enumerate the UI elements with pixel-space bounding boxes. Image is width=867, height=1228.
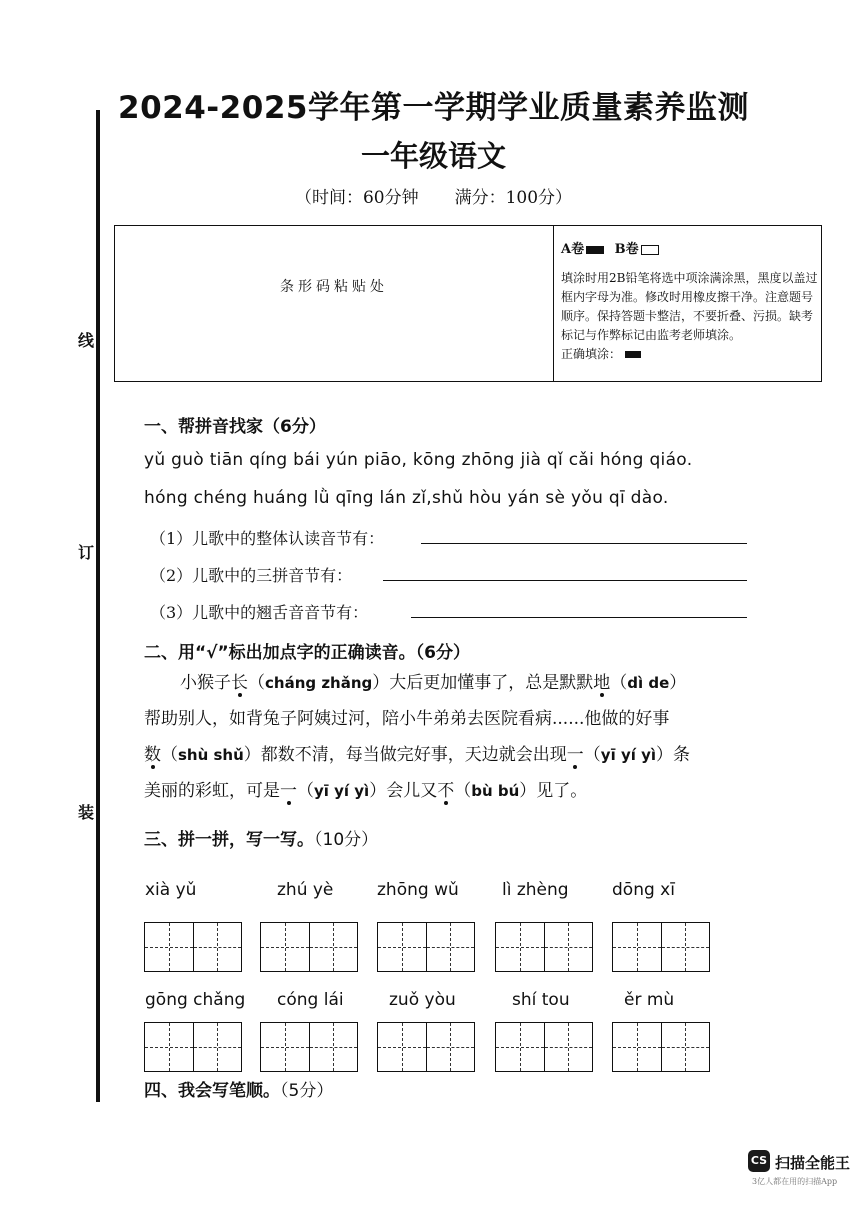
binding-mark-ding: 订 — [78, 543, 95, 562]
binding-mark-zhuang: 装 — [78, 803, 95, 822]
section1-q2 — [150, 563, 352, 586]
paren: （ — [610, 673, 628, 693]
pinyin-label: dōng xī — [612, 880, 675, 900]
pinyin-options[interactable]: shù shǔ — [178, 746, 244, 764]
section1-pinyin-line1: yǔ guò tiān qíng bái yún piāo, kōng zhōng jià qǐ cǎi hóng qiáo. — [144, 450, 693, 470]
score-text: 满分：100分） — [454, 188, 573, 208]
writing-grid[interactable] — [260, 922, 358, 972]
pinyin-label: ěr mù — [624, 990, 675, 1010]
paren: （ — [248, 673, 265, 693]
section1-pinyin-line2: hóng chéng huáng lǜ qīng lán zǐ,shǔ hòu yán sè yǒu qī dào. — [144, 488, 669, 508]
passage-text: ）见了。 — [519, 781, 588, 801]
paren: （ — [297, 781, 314, 801]
a-paper-filled-box[interactable] — [586, 246, 604, 254]
dotted-char-yi: 一 — [566, 745, 584, 765]
section3-points: （10分） — [314, 830, 379, 850]
passage-line1 — [144, 665, 784, 701]
binding-mark-xian: 线 — [78, 331, 95, 350]
section1-q3 — [150, 600, 368, 623]
pinyin-label: gōng chǎng — [145, 990, 246, 1010]
q2-text: （2）儿歌中的三拼音节有： — [150, 566, 353, 585]
correct-fill-label: 正确填涂： — [561, 347, 622, 361]
passage-text: ）条 — [656, 745, 690, 765]
q1-text: （1）儿歌中的整体认读音节有： — [150, 529, 385, 548]
writing-grid[interactable] — [495, 1022, 593, 1072]
paren: （ — [583, 745, 601, 765]
pinyin-label: zhú yè — [277, 880, 334, 900]
dotted-char-zhang: 长 — [231, 673, 248, 693]
writing-grid[interactable] — [377, 1022, 475, 1072]
time-text: （时间：60分钟 — [294, 188, 419, 208]
pinyin-label: xià yǔ — [145, 880, 197, 900]
pinyin-label: shí tou — [512, 990, 570, 1010]
paren: ） — [669, 673, 687, 693]
passage-text: 美丽的彩虹，可是 — [144, 781, 280, 801]
writing-grid[interactable] — [612, 922, 710, 972]
pinyin-options[interactable]: yī yí yì — [600, 746, 656, 764]
passage-line3 — [144, 737, 784, 773]
a-paper-label: A卷 — [561, 242, 585, 257]
passage-text: 小猴子 — [180, 673, 231, 693]
pinyin-options[interactable]: dì de — [627, 674, 670, 692]
exam-time-line — [0, 183, 867, 208]
dotted-char-de: 地 — [593, 673, 611, 693]
binding-line — [96, 110, 100, 1102]
writing-grid[interactable] — [377, 922, 475, 972]
pinyin-row-2 — [0, 990, 867, 1012]
paren: （ — [161, 745, 178, 765]
dotted-char-yi: 一 — [280, 781, 297, 801]
section1-heading — [144, 412, 326, 437]
info-box — [114, 225, 822, 382]
writing-grid[interactable] — [612, 1022, 710, 1072]
scanner-app-tagline: 3亿人都在用的扫描App — [752, 1177, 838, 1186]
correct-fill-row — [561, 345, 819, 364]
section4-points: （5分） — [280, 1081, 334, 1101]
barcode-label: 条形码粘贴处 — [280, 279, 388, 295]
paper-type-area — [561, 240, 819, 364]
q3-text: （3）儿歌中的翘舌音音节有： — [150, 603, 369, 622]
writing-grid[interactable] — [495, 922, 593, 972]
passage-text: ）大后更加懂事了，总是默默 — [372, 673, 594, 693]
section2-title: 二、用“√”标出加点字的正确读音。（6分） — [144, 643, 471, 663]
b-paper-empty-box[interactable] — [641, 245, 659, 255]
section3-title: 三、拼一拼，写一写。 — [144, 830, 314, 850]
pinyin-label: zhōng wǔ — [377, 880, 459, 900]
writing-grid[interactable] — [144, 922, 242, 972]
section1-q1 — [150, 526, 384, 549]
pinyin-label: cóng lái — [277, 990, 344, 1010]
passage-text: ）都数不清，每当做完好事，天边就会出现 — [243, 745, 567, 765]
section2-passage — [144, 665, 784, 809]
barcode-area — [115, 226, 554, 381]
writing-grid[interactable] — [260, 1022, 358, 1072]
b-paper-label: B卷 — [614, 242, 639, 257]
section3-heading — [144, 825, 378, 850]
correct-fill-sample — [625, 351, 641, 358]
pinyin-label: zuǒ yòu — [389, 990, 456, 1010]
pinyin-options[interactable]: bù bú — [471, 782, 520, 800]
writing-grid[interactable] — [144, 1022, 242, 1072]
section1-points: （6分） — [263, 417, 326, 437]
q3-answer-blank[interactable] — [411, 603, 747, 618]
paper-type-row — [561, 240, 819, 259]
page-title: 2024-2025学年第一学期学业质量素养监测 — [118, 90, 749, 126]
scanner-app-name: 扫描全能王 — [775, 1154, 851, 1172]
pinyin-row-1 — [0, 880, 867, 902]
paren: （ — [454, 781, 472, 801]
pinyin-label: lì zhèng — [502, 880, 569, 900]
section4-title: 四、我会写笔顺。 — [144, 1081, 280, 1101]
page-subtitle: 一年级语文 — [360, 139, 506, 173]
dotted-char-bu: 不 — [437, 781, 455, 801]
passage-line4 — [144, 773, 784, 809]
scanner-logo-icon: CS — [748, 1150, 770, 1172]
passage-text: ）会儿又 — [369, 781, 438, 801]
dotted-char-shu: 数 — [144, 745, 161, 765]
q2-answer-blank[interactable] — [383, 566, 747, 581]
fill-instructions: 填涂时用2B铅笔将选中项涂满涂黑，黑度以盖过框内字母为准。修改时用橡皮擦干净。注意题号顺序。保持答题卡整洁，不要折叠、污损。缺考标记与作弊标记由监考老师填涂。 — [561, 271, 818, 342]
q1-answer-blank[interactable] — [421, 529, 747, 544]
pinyin-options[interactable]: yī yí yì — [314, 782, 370, 800]
section1-title: 一、帮拼音找家 — [144, 417, 263, 437]
passage-line2: 帮助别人，如背兔子阿姨过河，陪小牛弟弟去医院看病......他做的好事 — [144, 709, 670, 729]
section4-heading — [144, 1076, 333, 1101]
pinyin-options[interactable]: cháng zhǎng — [265, 674, 373, 692]
